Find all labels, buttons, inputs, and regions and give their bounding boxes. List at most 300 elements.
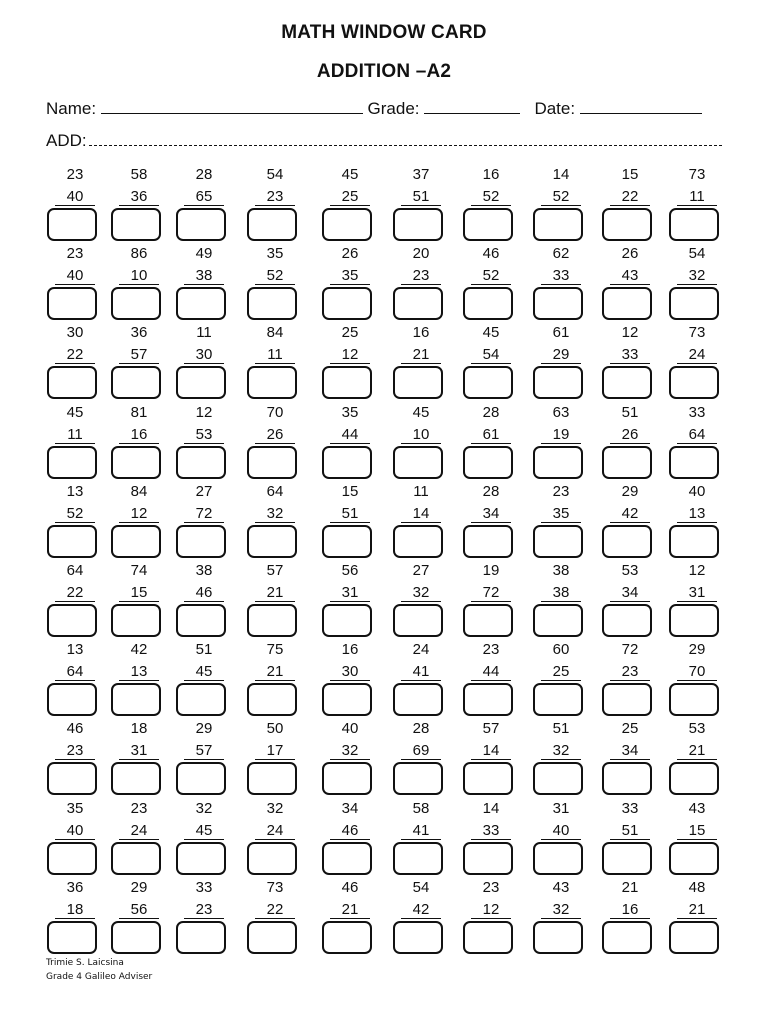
addend-bottom: 14 <box>471 742 511 760</box>
addend-bottom: 21 <box>677 742 717 760</box>
answer-box[interactable] <box>533 762 583 795</box>
addend-bottom: 43 <box>610 267 650 285</box>
addend-top: 28 <box>482 482 500 500</box>
addend-top: 57 <box>266 562 284 579</box>
answer-box[interactable] <box>533 366 583 399</box>
addend-bottom: 35 <box>541 505 581 523</box>
answer-box[interactable] <box>322 683 372 716</box>
answer-box[interactable] <box>247 366 297 399</box>
addend-top: 57 <box>482 720 500 738</box>
addend-bottom: 12 <box>330 346 370 364</box>
addend-top: 13 <box>66 482 84 500</box>
addend-top: 46 <box>341 878 359 896</box>
addend-top: 75 <box>266 641 284 659</box>
answer-box[interactable] <box>463 287 513 320</box>
answer-box[interactable] <box>247 208 297 241</box>
answer-box[interactable] <box>47 762 97 795</box>
answer-box[interactable] <box>47 366 97 399</box>
addend-top: 23 <box>482 878 500 896</box>
addend-top: 73 <box>688 324 706 342</box>
addend-bottom: 23 <box>184 901 224 919</box>
addend-top: 42 <box>130 641 148 659</box>
addend-bottom: 21 <box>255 584 295 602</box>
answer-box[interactable] <box>393 366 443 399</box>
addend-bottom: 30 <box>330 663 370 681</box>
answer-box[interactable] <box>47 683 97 716</box>
addend-top: 58 <box>130 166 148 183</box>
addend-bottom: 25 <box>541 663 581 681</box>
addend-top: 12 <box>688 562 706 579</box>
answer-box[interactable] <box>393 287 443 320</box>
answer-box[interactable] <box>393 683 443 716</box>
addend-bottom: 38 <box>541 584 581 602</box>
answer-box[interactable] <box>533 446 583 479</box>
addend-top: 23 <box>130 799 148 817</box>
addend-top: 32 <box>266 799 284 817</box>
addend-top: 58 <box>412 799 430 817</box>
addend-top: 30 <box>66 324 84 342</box>
addend-bottom: 10 <box>401 426 441 444</box>
answer-box[interactable] <box>602 842 652 875</box>
date-label: Date: <box>534 99 576 118</box>
addend-bottom: 24 <box>255 822 295 840</box>
addend-bottom: 13 <box>677 505 717 523</box>
addend-top: 46 <box>482 245 500 263</box>
answer-box[interactable] <box>111 762 161 795</box>
addend-top: 53 <box>621 562 639 579</box>
answer-box[interactable] <box>533 921 583 954</box>
grade-label: Grade: <box>367 99 420 118</box>
addend-top: 43 <box>688 799 706 817</box>
addend-bottom: 23 <box>610 663 650 681</box>
addend-top: 24 <box>412 641 430 659</box>
addend-bottom: 36 <box>119 188 159 206</box>
addend-bottom: 70 <box>677 663 717 681</box>
addend-top: 64 <box>266 482 284 500</box>
addend-bottom: 14 <box>401 505 441 523</box>
page-subtitle: ADDITION –A2 <box>316 61 452 82</box>
addend-top: 81 <box>130 403 148 421</box>
addend-bottom: 23 <box>255 188 295 206</box>
addend-bottom: 52 <box>255 267 295 285</box>
addend-top: 29 <box>195 720 213 738</box>
addend-top: 45 <box>412 403 430 421</box>
addend-bottom: 32 <box>677 267 717 285</box>
answer-box[interactable] <box>322 366 372 399</box>
addend-bottom: 44 <box>330 426 370 444</box>
answer-box[interactable] <box>602 683 652 716</box>
addend-top: 74 <box>130 562 148 579</box>
addend-bottom: 29 <box>541 346 581 364</box>
addend-bottom: 51 <box>330 505 370 523</box>
addend-top: 14 <box>552 166 570 183</box>
answer-box[interactable] <box>322 208 372 241</box>
addend-bottom: 40 <box>55 188 95 206</box>
addend-bottom: 23 <box>401 267 441 285</box>
addend-bottom: 61 <box>471 426 511 444</box>
answer-box[interactable] <box>393 921 443 954</box>
answer-box[interactable] <box>669 762 719 795</box>
addend-bottom: 24 <box>677 346 717 364</box>
addend-bottom: 22 <box>255 901 295 919</box>
addend-bottom: 17 <box>255 742 295 760</box>
addend-bottom: 41 <box>401 663 441 681</box>
answer-box[interactable] <box>111 446 161 479</box>
answer-box[interactable] <box>176 842 226 875</box>
addend-bottom: 33 <box>610 346 650 364</box>
addend-bottom: 35 <box>330 267 370 285</box>
addend-top: 86 <box>130 245 148 263</box>
addend-bottom: 51 <box>401 188 441 206</box>
addend-bottom: 15 <box>677 822 717 840</box>
addend-top: 23 <box>482 641 500 659</box>
addend-bottom: 65 <box>184 188 224 206</box>
answer-box[interactable] <box>602 604 652 637</box>
addend-bottom: 57 <box>184 742 224 760</box>
answer-box[interactable] <box>111 525 161 558</box>
answer-box[interactable] <box>247 604 297 637</box>
footer-role: Grade 4 Galileo Adviser <box>46 972 153 982</box>
addend-bottom: 41 <box>401 822 441 840</box>
addend-top: 63 <box>552 403 570 421</box>
answer-box[interactable] <box>669 921 719 954</box>
answer-box[interactable] <box>176 287 226 320</box>
addend-bottom: 30 <box>184 346 224 364</box>
addend-top: 49 <box>195 245 213 263</box>
addend-bottom: 52 <box>55 505 95 523</box>
addend-bottom: 11 <box>677 188 717 206</box>
answer-box[interactable] <box>176 366 226 399</box>
answer-box[interactable] <box>463 683 513 716</box>
answer-box[interactable] <box>463 208 513 241</box>
addend-bottom: 11 <box>55 426 95 444</box>
addend-bottom: 33 <box>541 267 581 285</box>
addend-bottom: 23 <box>55 742 95 760</box>
addend-top: 18 <box>130 720 148 738</box>
addend-top: 29 <box>130 878 148 896</box>
addend-top: 64 <box>66 562 84 579</box>
addend-top: 62 <box>552 245 570 263</box>
addend-top: 60 <box>552 641 570 659</box>
answer-box[interactable] <box>602 525 652 558</box>
answer-box[interactable] <box>111 287 161 320</box>
answer-box[interactable] <box>322 446 372 479</box>
addend-bottom: 21 <box>677 901 717 919</box>
answer-box[interactable] <box>602 208 652 241</box>
addend-top: 35 <box>266 245 284 263</box>
addend-top: 26 <box>341 245 359 263</box>
answer-box[interactable] <box>47 604 97 637</box>
addend-bottom: 21 <box>330 901 370 919</box>
answer-box[interactable] <box>463 525 513 558</box>
addend-top: 16 <box>482 166 500 183</box>
addend-bottom: 26 <box>610 426 650 444</box>
answer-box[interactable] <box>463 921 513 954</box>
addend-bottom: 16 <box>119 426 159 444</box>
addend-top: 37 <box>412 166 430 183</box>
answer-box[interactable] <box>463 366 513 399</box>
addend-bottom: 32 <box>401 584 441 602</box>
addend-top: 16 <box>341 641 359 659</box>
addend-bottom: 12 <box>471 901 511 919</box>
addend-bottom: 34 <box>610 584 650 602</box>
addend-top: 28 <box>482 403 500 421</box>
answer-box[interactable] <box>247 762 297 795</box>
addend-bottom: 64 <box>55 663 95 681</box>
addend-top: 38 <box>195 562 213 579</box>
answer-box[interactable] <box>602 762 652 795</box>
addend-top: 53 <box>688 720 706 738</box>
addend-top: 32 <box>195 799 213 817</box>
addend-top: 23 <box>66 166 84 183</box>
addend-top: 40 <box>688 482 706 500</box>
addend-bottom: 40 <box>55 267 95 285</box>
addend-top: 28 <box>195 166 213 183</box>
answer-box[interactable] <box>47 921 97 954</box>
answer-box[interactable] <box>393 842 443 875</box>
addend-bottom: 72 <box>184 505 224 523</box>
addend-top: 16 <box>412 324 430 342</box>
addend-top: 51 <box>621 403 639 421</box>
addend-bottom: 40 <box>541 822 581 840</box>
answer-box[interactable] <box>176 921 226 954</box>
answer-box[interactable] <box>602 921 652 954</box>
answer-box[interactable] <box>602 446 652 479</box>
answer-box[interactable] <box>322 287 372 320</box>
answer-box[interactable] <box>322 921 372 954</box>
answer-box[interactable] <box>111 208 161 241</box>
addend-bottom: 64 <box>677 426 717 444</box>
answer-box[interactable] <box>533 842 583 875</box>
answer-box[interactable] <box>247 842 297 875</box>
addend-bottom: 38 <box>184 267 224 285</box>
addend-top: 70 <box>266 403 284 421</box>
addend-top: 54 <box>688 245 706 263</box>
answer-box[interactable] <box>111 683 161 716</box>
addend-top: 50 <box>266 720 284 738</box>
addend-bottom: 16 <box>610 901 650 919</box>
addend-top: 56 <box>341 562 359 579</box>
addend-bottom: 34 <box>610 742 650 760</box>
addend-bottom: 52 <box>471 188 511 206</box>
answer-box[interactable] <box>322 525 372 558</box>
answer-box[interactable] <box>176 762 226 795</box>
page-title: MATH WINDOW CARD <box>281 22 487 43</box>
addend-top: 61 <box>552 324 570 342</box>
addend-top: 25 <box>621 720 639 738</box>
addend-top: 34 <box>341 799 359 817</box>
addend-top: 13 <box>66 641 84 659</box>
answer-box[interactable] <box>47 208 97 241</box>
addend-top: 45 <box>482 324 500 342</box>
answer-box[interactable] <box>669 842 719 875</box>
answer-box[interactable] <box>176 446 226 479</box>
addend-top: 51 <box>195 641 213 659</box>
addend-top: 12 <box>195 403 213 421</box>
addend-bottom: 56 <box>119 901 159 919</box>
addend-bottom: 18 <box>55 901 95 919</box>
addend-bottom: 52 <box>471 267 511 285</box>
addend-top: 51 <box>552 720 570 738</box>
addend-top: 23 <box>66 245 84 263</box>
addend-bottom: 22 <box>610 188 650 206</box>
addend-bottom: 53 <box>184 426 224 444</box>
answer-box[interactable] <box>463 446 513 479</box>
answer-box[interactable] <box>176 604 226 637</box>
addend-bottom: 45 <box>184 663 224 681</box>
answer-box[interactable] <box>111 842 161 875</box>
addend-bottom: 12 <box>119 505 159 523</box>
addend-bottom: 21 <box>401 346 441 364</box>
addend-top: 33 <box>621 799 639 817</box>
addend-bottom: 24 <box>119 822 159 840</box>
answer-box[interactable] <box>669 683 719 716</box>
addend-top: 35 <box>66 799 84 817</box>
addend-bottom: 32 <box>541 901 581 919</box>
answer-box[interactable] <box>533 683 583 716</box>
answer-box[interactable] <box>393 208 443 241</box>
addend-bottom: 40 <box>55 822 95 840</box>
answer-box[interactable] <box>669 287 719 320</box>
addend-bottom: 19 <box>541 426 581 444</box>
addend-top: 36 <box>66 878 84 896</box>
answer-box[interactable] <box>111 921 161 954</box>
addend-top: 84 <box>130 482 148 500</box>
addend-top: 11 <box>413 482 429 500</box>
addend-bottom: 42 <box>401 901 441 919</box>
addend-top: 54 <box>412 878 430 896</box>
addend-top: 31 <box>552 799 570 817</box>
addend-top: 12 <box>621 324 639 342</box>
answer-box[interactable] <box>602 287 652 320</box>
answer-box[interactable] <box>247 921 297 954</box>
answer-box[interactable] <box>47 287 97 320</box>
addend-top: 45 <box>66 403 84 421</box>
addend-top: 14 <box>482 799 500 817</box>
addend-bottom: 32 <box>330 742 370 760</box>
answer-box[interactable] <box>669 446 719 479</box>
addend-top: 11 <box>196 324 212 342</box>
answer-box[interactable] <box>669 604 719 637</box>
answer-box[interactable] <box>247 525 297 558</box>
addend-top: 84 <box>266 324 284 342</box>
answer-box[interactable] <box>669 366 719 399</box>
addend-bottom: 11 <box>255 346 295 364</box>
addend-top: 26 <box>621 245 639 263</box>
addend-top: 20 <box>412 245 430 263</box>
addend-top: 28 <box>412 720 430 738</box>
answer-box[interactable] <box>393 762 443 795</box>
footer-author: Trimie S. Laicsina <box>46 958 124 968</box>
answer-box[interactable] <box>669 208 719 241</box>
answer-box[interactable] <box>247 683 297 716</box>
addend-top: 73 <box>266 878 284 896</box>
addend-top: 33 <box>195 878 213 896</box>
addend-bottom: 33 <box>471 822 511 840</box>
addend-top: 45 <box>341 166 359 183</box>
answer-box[interactable] <box>463 762 513 795</box>
addend-top: 29 <box>688 641 706 659</box>
answer-box[interactable] <box>111 604 161 637</box>
answer-box[interactable] <box>176 525 226 558</box>
answer-box[interactable] <box>247 446 297 479</box>
answer-box[interactable] <box>322 842 372 875</box>
answer-box[interactable] <box>176 208 226 241</box>
addend-bottom: 31 <box>677 584 717 602</box>
answer-box[interactable] <box>533 287 583 320</box>
addend-top: 19 <box>482 562 500 579</box>
answer-box[interactable] <box>463 604 513 637</box>
addend-top: 40 <box>341 720 359 738</box>
name-label: Name: <box>46 99 97 118</box>
answer-box[interactable] <box>602 366 652 399</box>
addend-top: 15 <box>341 482 359 500</box>
addend-bottom: 51 <box>610 822 650 840</box>
addend-bottom: 44 <box>471 663 511 681</box>
addend-bottom: 32 <box>255 505 295 523</box>
addend-top: 38 <box>552 562 570 579</box>
answer-box[interactable] <box>533 208 583 241</box>
addend-bottom: 32 <box>541 742 581 760</box>
answer-box[interactable] <box>533 604 583 637</box>
answer-box[interactable] <box>393 525 443 558</box>
answer-box[interactable] <box>322 604 372 637</box>
addend-bottom: 15 <box>119 584 159 602</box>
addend-bottom: 10 <box>119 267 159 285</box>
addend-bottom: 31 <box>330 584 370 602</box>
answer-box[interactable] <box>247 287 297 320</box>
addend-top: 43 <box>552 878 570 896</box>
addend-bottom: 34 <box>471 505 511 523</box>
addend-top: 72 <box>621 641 639 659</box>
add-label: ADD: <box>46 131 87 150</box>
addend-bottom: 54 <box>471 346 511 364</box>
addend-bottom: 13 <box>119 663 159 681</box>
answer-box[interactable] <box>393 604 443 637</box>
answer-box[interactable] <box>47 446 97 479</box>
answer-box[interactable] <box>176 683 226 716</box>
addend-top: 25 <box>341 324 359 342</box>
addend-bottom: 22 <box>55 584 95 602</box>
answer-box[interactable] <box>669 525 719 558</box>
addend-top: 46 <box>66 720 84 738</box>
addend-bottom: 26 <box>255 426 295 444</box>
addend-top: 73 <box>688 166 706 183</box>
addend-top: 27 <box>195 482 213 500</box>
addend-top: 29 <box>621 482 639 500</box>
answer-box[interactable] <box>393 446 443 479</box>
answer-box[interactable] <box>463 842 513 875</box>
addend-top: 35 <box>341 403 359 421</box>
answer-box[interactable] <box>47 842 97 875</box>
addend-top: 21 <box>621 878 639 896</box>
addend-bottom: 25 <box>330 188 370 206</box>
addend-top: 15 <box>621 166 639 183</box>
answer-box[interactable] <box>111 366 161 399</box>
addend-bottom: 45 <box>184 822 224 840</box>
addend-top: 48 <box>688 878 706 896</box>
addend-top: 54 <box>266 166 284 183</box>
addend-bottom: 31 <box>119 742 159 760</box>
addend-top: 33 <box>688 403 706 421</box>
addend-bottom: 72 <box>471 584 511 602</box>
answer-box[interactable] <box>47 525 97 558</box>
addend-bottom: 21 <box>255 663 295 681</box>
addend-bottom: 42 <box>610 505 650 523</box>
answer-box[interactable] <box>533 525 583 558</box>
answer-box[interactable] <box>322 762 372 795</box>
addend-bottom: 46 <box>330 822 370 840</box>
